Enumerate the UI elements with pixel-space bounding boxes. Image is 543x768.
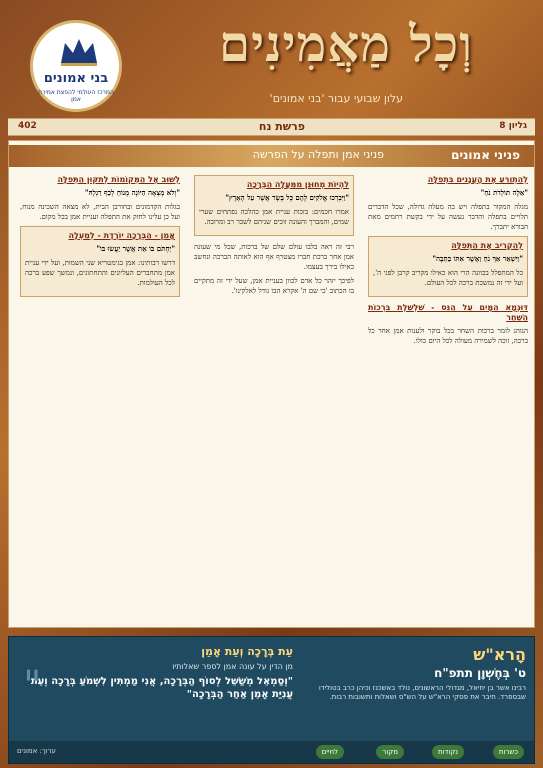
article-text: כל המתפלל בכוונה הרי הוא כאילו מקריב קרבן לפני ה', ועל ידי זה נמשכת ברכה לכל העולם. (373, 269, 523, 287)
article-text: מגלה המקור בתפלה ויש בה מעלה גדולה, שכל הדברים תלויים בתפלה והדבר נעשה על ידי בקשת רחמים מאת הבורא יתברך. (368, 203, 528, 231)
rosh-date: ט' בְּחֶשְׁוָן תתפ"ח (434, 666, 526, 680)
column-left (20, 175, 180, 623)
parsha-label: פרשת נח (258, 120, 305, 133)
quote-body: "וְסַמְאֵל מְשַׁשֵּׁל לְסוֹף הַבְּרָכָה, אֲנִי מַמְתִּין לִשְׁמֹעַ בְּרָכָה וְעֵת עֲנִיַּת אָמֵן אַחַר הַבְּרָכָה" (30, 676, 293, 700)
footer-pill: לחיים (316, 745, 344, 759)
main-content (8, 140, 535, 628)
rosh-biography (310, 645, 526, 735)
logo-tagline: המרכז העולמי להפצת אמירת אמן (38, 89, 114, 103)
footer-bar (9, 741, 534, 763)
article-verse: "וַיִּשְׁאַר אַךְ נֹחַ וַאֲשֶׁר אִתּוֹ בַּתֵּבָה" (432, 254, 523, 263)
rosh-text: רבינו אשר בן יחיאל, מגדולי הראשונים, נולד באשכנז וכיהן כרב בטולידו שבספרד. חיבר את פסקי הרא"ש על הש"ס ושאלות ותשובות רבות. (318, 684, 526, 701)
article-heading: לְשׁוּב אֶל הַמְּקוֹמוֹת לְתִקּוּן הַתְּפִלָּה (57, 175, 180, 184)
footer-pill: מקור (376, 745, 404, 759)
article-text: אמרו חכמים: בזכות עניית אמן כהלכה נפתחים שערי שמים, והמברך והעונה זוכים שניהם לשכר רב ומרובה. (199, 208, 349, 226)
issue-label: גליון 8 (499, 121, 527, 131)
logo-name: בני אמונים (43, 71, 109, 86)
logo (30, 20, 122, 112)
article-verse: "אֵלֶּה תּוֹלְדֹת נֹחַ" (480, 188, 528, 197)
crown-icon (59, 37, 99, 67)
article-heading: לְהַקְרִיב אֶת הַתְּפִלָּה (451, 241, 523, 250)
article-text: בגלות הקדמונים ובחורבן הבית, לא מצאה השכינה מנוח, ועל כן עלינו לחזק את התפלה ועניית אמן בכל מקום. (20, 203, 180, 221)
issue-band (8, 118, 535, 136)
quote-title: עֵת בְּרָכָה וְעֵת אָמֵן (201, 645, 293, 658)
article-text: הנוהג לומר ברכות השחר בכל בוקר ולענות אמן אחר כל ברכה, זוכה לשמירה מעולה לכל היום כולו. (368, 327, 528, 345)
article-text: דרשו רבותינו: אמן בגימטריא שני השמות, ועל ידי עניית אמן מתחברים העליונים והתחתונים, ונמשך שפע ברכה לכל העולמות. (25, 259, 175, 287)
footer-credit: ערוך: אמונים (17, 747, 56, 755)
column-middle (194, 175, 354, 623)
article-heading: לִהְיוֹת מְחוּנַּן מִמַּעֲלָה הַבְּרָכָה (246, 180, 349, 189)
article-verse: "יַחְתֹּם בּוֹ אֵת אֲשֶׁר יַעֲשׂוּ בּוֹ" (96, 244, 175, 253)
newsletter-subtitle: עלון שבועי עבור 'בני אמונים' (269, 92, 403, 105)
article-heading: אָמֵן - הַבְּרָכָה יוֹרֶדֶת - לְמַעְלָה (68, 231, 175, 240)
article-text: רבי זה ראה בלבו עולם שלם של ברכות, שכל מי שעונה אמן אחר ברכת חברו מצטרף אף הוא לאותה הברכה ונחשב כאילו בירך בעצמו. (194, 243, 354, 271)
newsletter-title: וְכָל מַאֲמִינִים (218, 14, 473, 73)
column-right (368, 175, 528, 623)
footer-panel (8, 636, 535, 764)
quote-box (23, 645, 293, 735)
article-box (194, 175, 354, 236)
article-text: לפיכך יזהר כל אדם לכוון בעניית אמן, שעל ידי זה מתקיים בו הכתוב 'כי שם ה' אקרא הבו גודל לאלקינו'. (194, 277, 354, 295)
footer-pill: נקודות (432, 745, 464, 759)
article-heading: לְהַתְוַרֵּעַ אֶת הָעֲנָנִים בִּתְפִלָּה (427, 175, 528, 184)
article-box (368, 236, 528, 297)
article-box (20, 226, 180, 297)
section-bar (9, 145, 534, 167)
rosh-title: הָרא"ש (473, 645, 526, 664)
article-verse: "וְלֹא מָצְאָה הַיּוֹנָה מָנוֹחַ לְכַף רַגְלָהּ" (84, 188, 180, 197)
quote-mark-icon: " (23, 663, 42, 709)
section-subtitle: פניני אמן ותפלה על הפרשה (252, 148, 384, 161)
section-title: פניני אמונים (451, 148, 520, 162)
footer-pill: כשרות (493, 745, 524, 759)
issue-number: 402 (18, 121, 37, 131)
article-heading: דּוּגְמָא הַמָּיִם עַל הַנֵּס - שִׁלְשֵׁלֶת בִּרְכוֹת הַשַּׁחַר (368, 303, 528, 322)
quote-source: מן הדין על עונה אמן לספר שאלותיו (172, 662, 293, 671)
masthead (0, 0, 543, 118)
article-verse: "וַיִּבְרְכוּ אֱלֹקִים לָהֶם כָּל בָּשָׂר אֲשֶׁר עַל הָאָרֶץ" (225, 193, 349, 202)
